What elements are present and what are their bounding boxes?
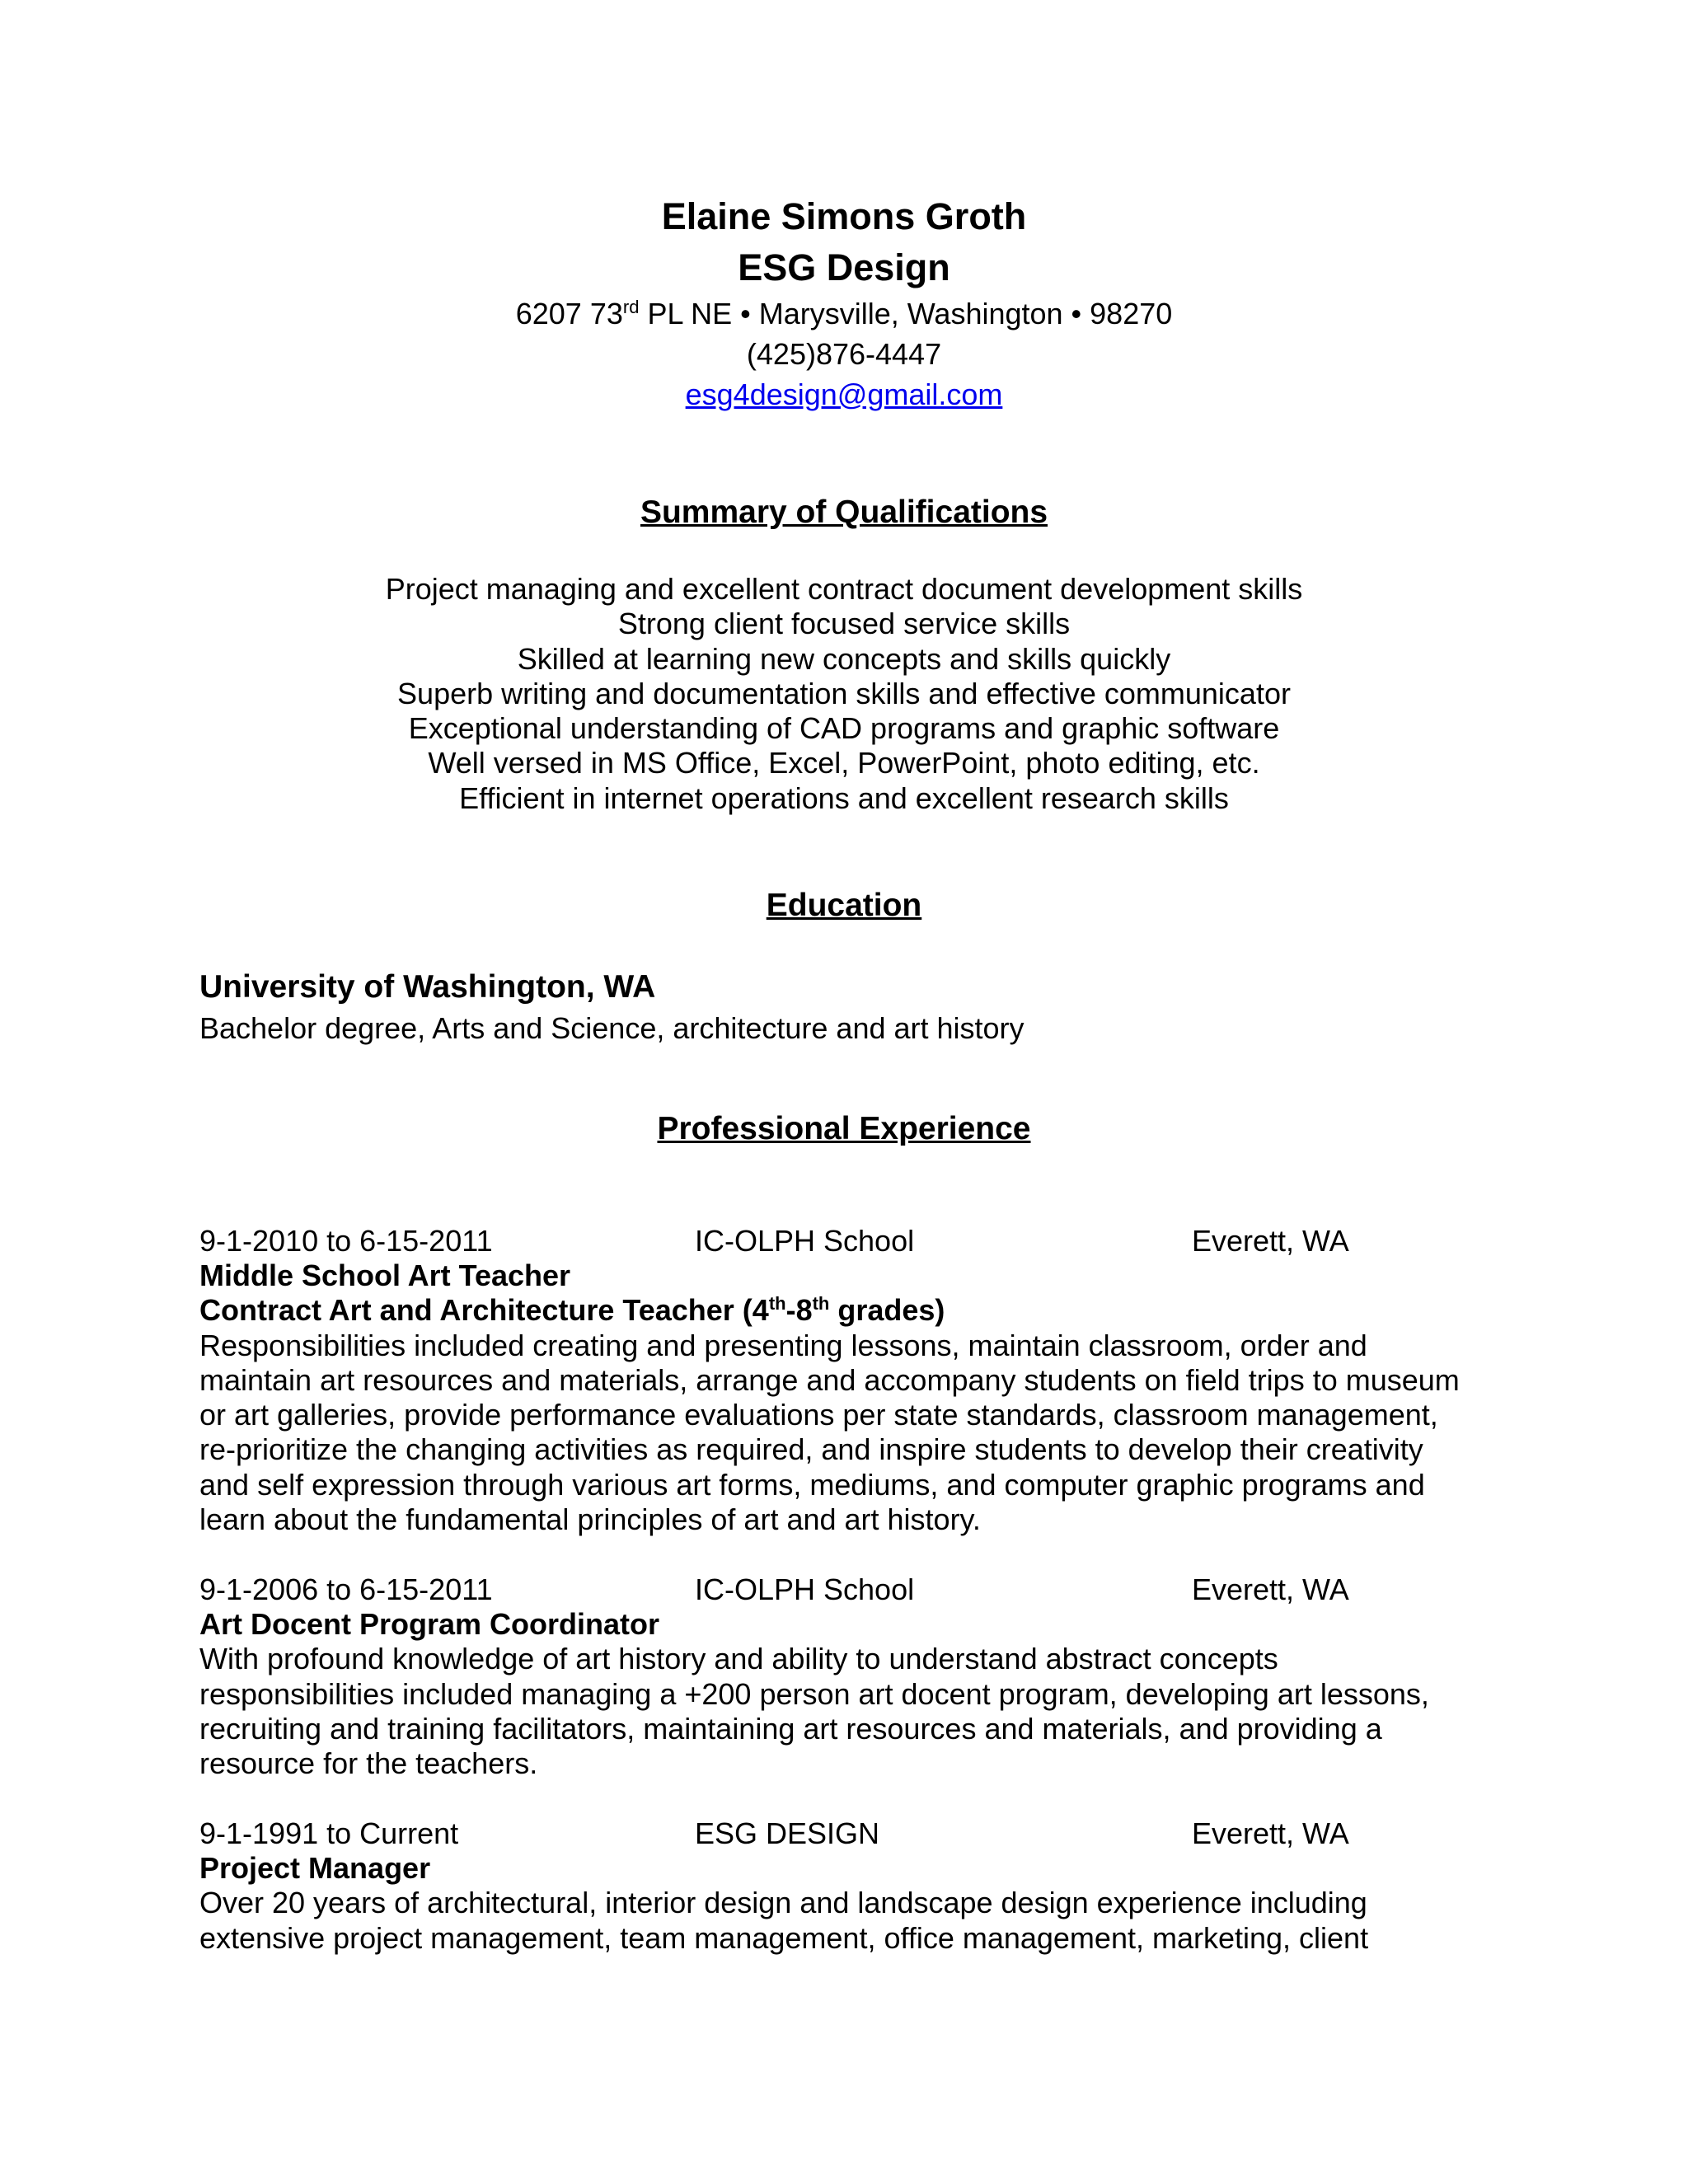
job-subtitle-ordinal: th	[768, 1293, 786, 1315]
address-number: 6207 73	[515, 297, 623, 330]
qualification-item: Efficient in internet operations and excellent research skills	[459, 780, 1229, 815]
person-name: Elaine Simons Groth	[661, 195, 1027, 237]
qualification-item: Skilled at learning new concepts and skills quickly	[517, 641, 1171, 676]
address-line	[0, 293, 1688, 334]
job-subtitle-part: Contract Art and Architecture Teacher (4	[199, 1293, 769, 1328]
company-name: ESG Design	[738, 246, 950, 288]
description-line: extensive project management, team management, office management, marketing, client	[199, 1920, 1369, 1955]
phone-number: (425)876-4447	[746, 337, 942, 371]
qualification-item: Well versed in MS Office, Excel, PowerPoint, photo editing, etc.	[428, 746, 1260, 780]
description-line: learn about the fundamental principles of art and art history.	[199, 1502, 981, 1537]
address-ordinal: rd	[622, 297, 640, 317]
description-line: re-prioritize the changing activities as required, and inspire students to develop their creativity	[199, 1432, 1423, 1467]
education-heading: Education	[766, 888, 922, 923]
job-meta-row	[199, 1224, 1551, 1258]
job-location: Everett, WA	[1192, 1816, 1349, 1850]
job-organization: IC-OLPH School	[695, 1224, 915, 1258]
job-description	[199, 1329, 1551, 1538]
qualification-item: Project managing and excellent contract document development skills	[385, 572, 1303, 606]
experience-heading: Professional Experience	[657, 1111, 1031, 1146]
job-subtitle-ordinal: th	[812, 1293, 830, 1315]
qualification-item: Exceptional understanding of CAD programs and graphic software	[408, 711, 1280, 746]
email-link[interactable]: esg4design@gmail.com	[685, 377, 1003, 411]
job-description	[199, 1642, 1551, 1781]
job-entry	[199, 1816, 1551, 1956]
description-line: maintain art resources and materials, arrange and accompany students on field trips to museum	[199, 1362, 1460, 1397]
job-organization: IC-OLPH School	[695, 1572, 915, 1606]
job-entry	[199, 1224, 1551, 1537]
education-entry	[199, 964, 1559, 1047]
job-description	[199, 1886, 1551, 1956]
qualification-item: Strong client focused service skills	[617, 607, 1071, 641]
email-line	[0, 374, 1688, 415]
address-rest: PL NE • Marysville, Washington • 98270	[639, 297, 1173, 330]
job-subtitle-part: grades)	[829, 1293, 945, 1328]
school-name: University of Washington, WA	[199, 969, 656, 1005]
description-line: and self expression through various art forms, mediums, and computer graphic programs and	[199, 1467, 1425, 1502]
job-dates: 9-1-2010 to 6-15-2011	[199, 1224, 493, 1258]
description-line: responsibilities included managing a +200 person art docent program, developing art lessons,	[199, 1676, 1429, 1711]
job-meta-row	[199, 1572, 1551, 1607]
degree-text: Bachelor degree, Arts and Science, architecture and art history	[199, 1011, 1025, 1045]
description-line: recruiting and training facilitators, maintaining art resources and materials, and providing a	[199, 1711, 1382, 1746]
description-line: Over 20 years of architectural, interior design and landscape design experience including	[199, 1886, 1367, 1920]
job-entry	[199, 1572, 1551, 1781]
job-meta-row	[199, 1816, 1551, 1851]
job-title: Art Docent Program Coordinator	[199, 1607, 660, 1641]
job-location: Everett, WA	[1192, 1572, 1349, 1606]
description-line: resource for the teachers.	[199, 1746, 538, 1781]
job-location: Everett, WA	[1192, 1224, 1349, 1258]
qualification-item: Superb writing and documentation skills and effective communicator	[397, 676, 1291, 710]
job-dates: 9-1-2006 to 6-15-2011	[199, 1572, 493, 1606]
job-title: Project Manager	[199, 1851, 431, 1885]
description-line: Responsibilities included creating and presenting lessons, maintain classroom, order and	[199, 1328, 1367, 1362]
job-organization: ESG DESIGN	[695, 1816, 880, 1850]
job-subtitle-part: -8	[785, 1293, 813, 1328]
description-line: or art galleries, provide performance evaluations per state standards, classroom management,	[199, 1398, 1438, 1432]
job-subtitle	[199, 1293, 1551, 1328]
resume-header	[0, 191, 1688, 415]
qualifications-list	[0, 572, 1688, 816]
job-title: Middle School Art Teacher	[199, 1258, 571, 1292]
summary-heading: Summary of Qualifications	[640, 494, 1048, 530]
job-dates: 9-1-1991 to Current	[199, 1816, 459, 1850]
description-line: With profound knowledge of art history and ability to understand abstract concepts	[199, 1642, 1278, 1676]
